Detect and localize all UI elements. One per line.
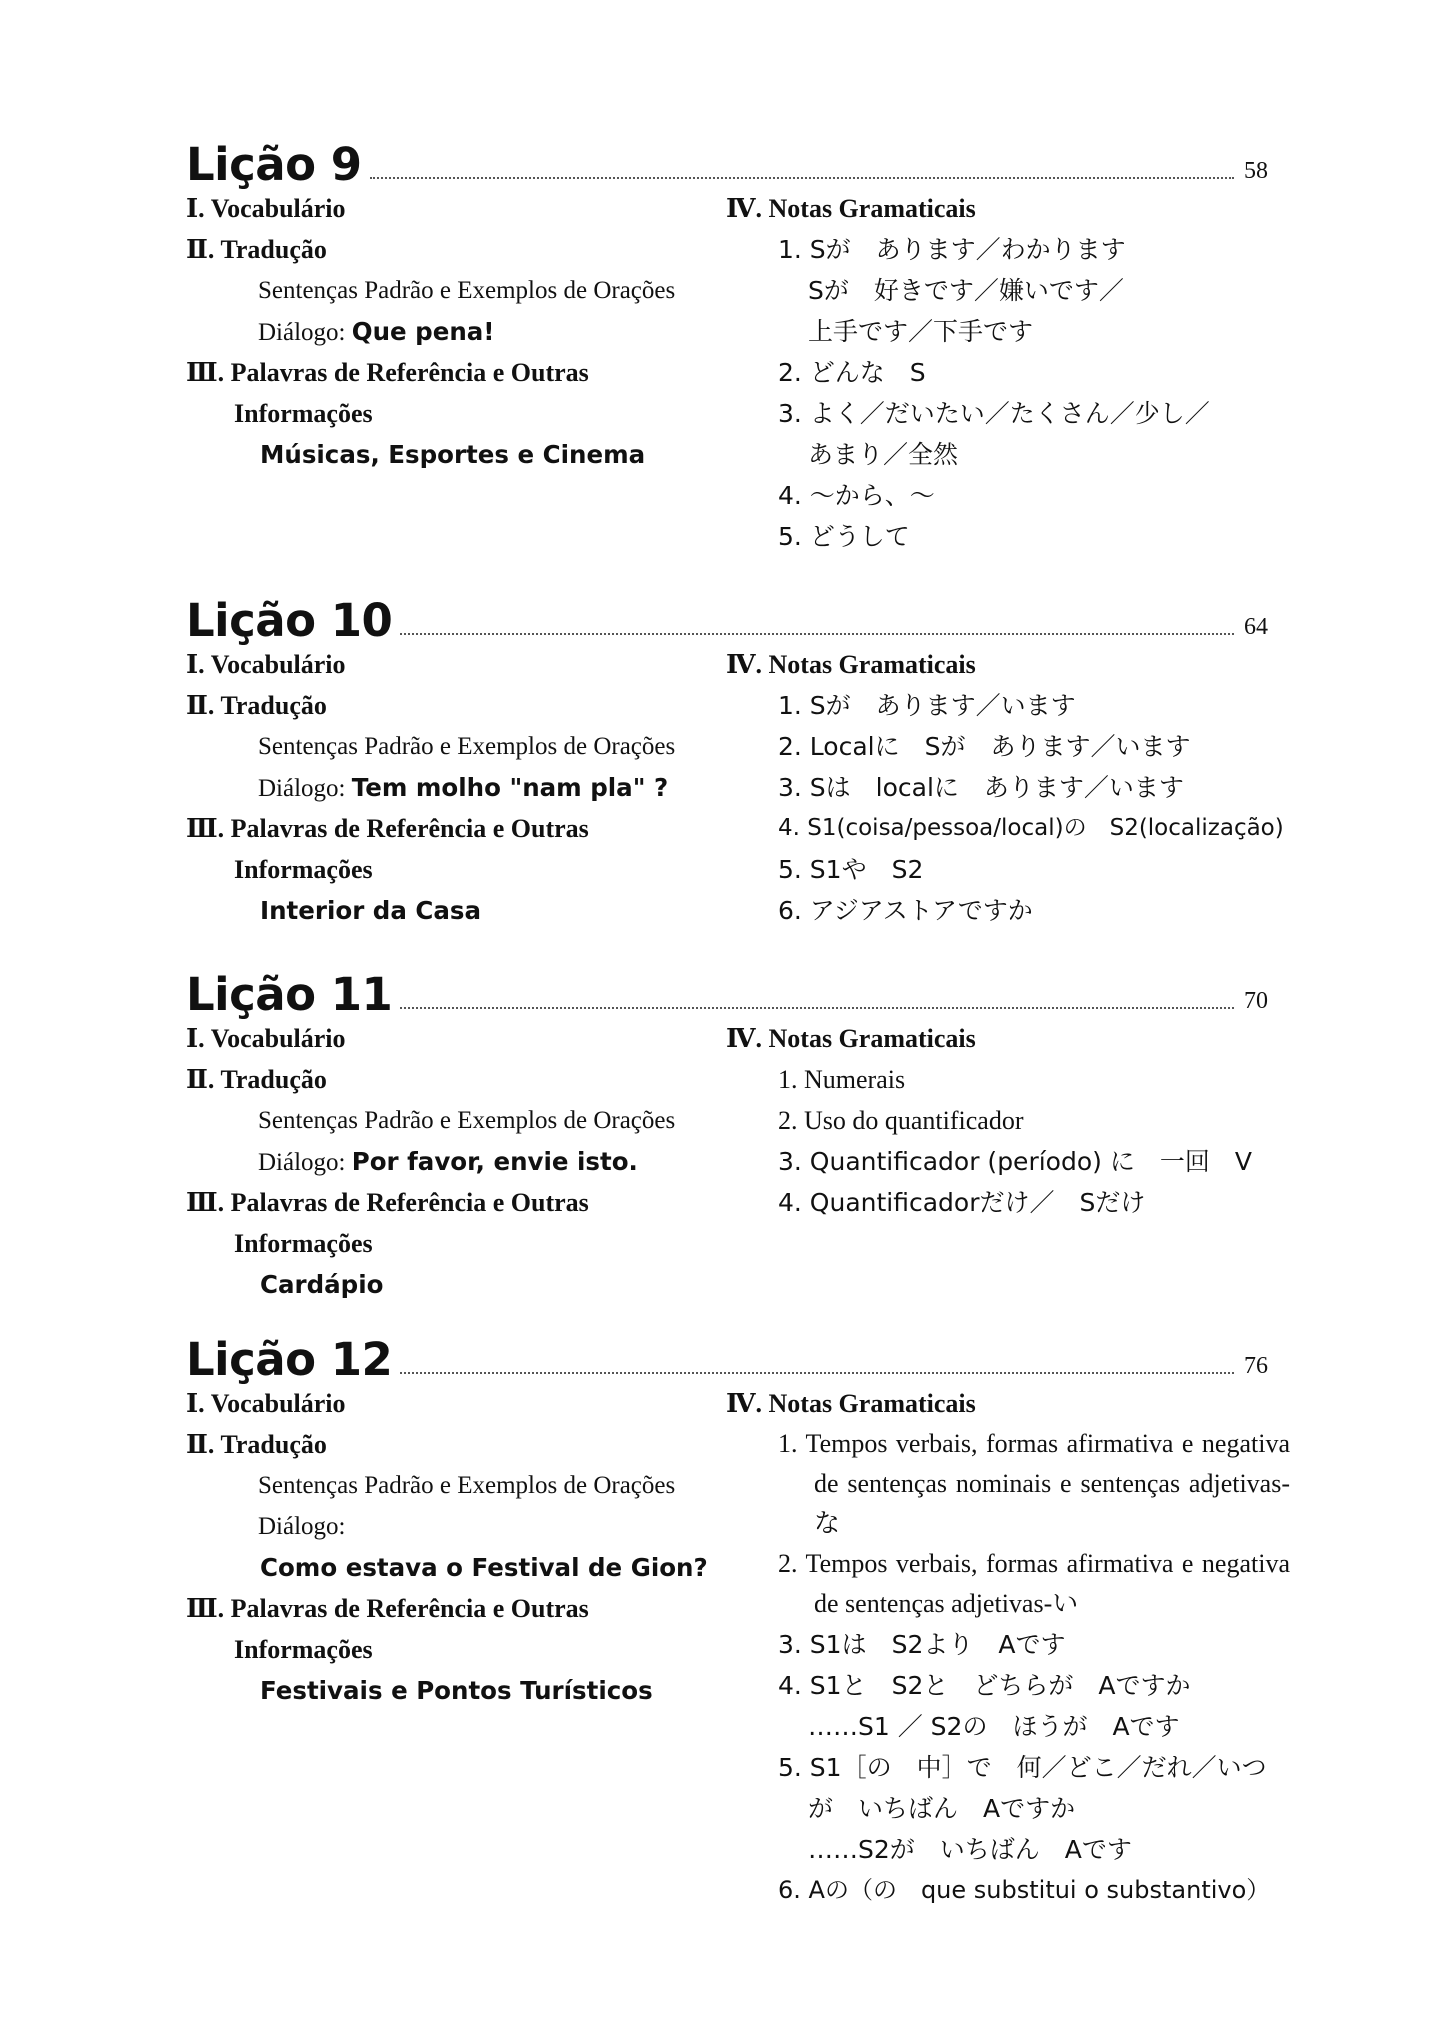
page-number: 76 (1244, 1353, 1268, 1379)
grammar-note: 1. Numerais (778, 1065, 906, 1094)
section-notas-gramaticais: Ⅳ. Notas Gramaticais (726, 194, 976, 223)
grammar-note: Sが 好きです／嫌いです／ (808, 276, 1124, 305)
grammar-note: が いちばん Aですか (808, 1794, 1076, 1823)
section-traducao: Ⅱ. Tradução (186, 1065, 327, 1094)
grammar-note: 4. S1(coisa/pessoa/local)の S2(localização) (778, 815, 1284, 841)
grammar-note: 1. Tempos verbais, formas afirmativa e negativa de sentenças nominais e sentenças adjetivas-な (778, 1429, 1290, 1538)
lesson-12 (186, 1327, 1290, 1904)
lesson-title: Lição 9 (186, 138, 362, 191)
grammar-note: ……S2が いちばん Aです (808, 1835, 1132, 1864)
grammar-note: 1. Sが あります／います (778, 691, 1076, 720)
lesson-title: Lição 12 (186, 1333, 393, 1386)
sentencas-padrao: Sentenças Padrão e Exemplos de Orações (258, 1107, 676, 1134)
lesson-title: Lição 10 (186, 594, 393, 647)
section-notas-gramaticais: Ⅳ. Notas Gramaticais (726, 1389, 976, 1418)
dialogo-label: Diálogo: (258, 1513, 346, 1540)
section-notas-gramaticais: Ⅳ. Notas Gramaticais (726, 650, 976, 679)
dot-leader (400, 633, 1234, 635)
dialogo-title: Que pena! (351, 317, 495, 346)
sentencas-padrao: Sentenças Padrão e Exemplos de Orações (258, 733, 676, 760)
dot-leader (400, 1372, 1234, 1374)
grammar-note: 2. Uso do quantificador (778, 1106, 1024, 1135)
info-title: Cardápio (260, 1270, 384, 1299)
sentencas-padrao: Sentenças Padrão e Exemplos de Orações (258, 277, 676, 304)
informacoes-label: Informações (234, 1635, 373, 1664)
grammar-note: 2. Tempos verbais, formas afirmativa e negativa de sentenças adjetivas-い (778, 1549, 1290, 1618)
grammar-note: 1. Sが あります／わかります (778, 235, 1126, 264)
dialogo-label: Diálogo: (258, 319, 346, 346)
section-palavras-referencia: Ⅲ. Palavras de Referência e Outras (186, 358, 589, 387)
lesson-header (186, 962, 1268, 1021)
grammar-note: 2. どんな S (778, 358, 926, 387)
grammar-note: あまり／全然 (808, 440, 959, 469)
section-palavras-referencia: Ⅲ. Palavras de Referência e Outras (186, 1188, 589, 1217)
grammar-note: 5. S1［の 中］で 何／どこ／だれ／いつ (778, 1753, 1267, 1782)
informacoes-label: Informações (234, 399, 373, 428)
dialogo-line (186, 311, 746, 352)
grammar-note: 3. Quantificador (período) に 一回 V (778, 1147, 1252, 1176)
section-traducao: Ⅱ. Tradução (186, 235, 327, 264)
lesson-header (186, 588, 1268, 647)
left-column (186, 644, 746, 931)
left-column (186, 1018, 746, 1305)
page-number: 70 (1244, 988, 1268, 1014)
right-column (726, 188, 1271, 557)
grammar-note: 4. S1と S2と どちらが Aですか (778, 1671, 1191, 1700)
section-vocabulario: Ⅰ. Vocabulário (186, 1389, 346, 1418)
grammar-note: 5. S1や S2 (778, 855, 924, 884)
info-title: Festivais e Pontos Turísticos (260, 1676, 653, 1705)
dialogo-label: Diálogo: (258, 1149, 346, 1176)
right-column (726, 644, 1284, 931)
sentencas-padrao: Sentenças Padrão e Exemplos de Orações (258, 1472, 676, 1499)
left-column (186, 188, 746, 475)
grammar-note: 2. Localに Sが あります／います (778, 732, 1191, 761)
grammar-note: 6. アジアストアですか (778, 896, 1033, 925)
lesson-header (186, 132, 1268, 191)
section-traducao: Ⅱ. Tradução (186, 691, 327, 720)
section-palavras-referencia: Ⅲ. Palavras de Referência e Outras (186, 814, 589, 843)
lesson-9 (186, 132, 1268, 551)
grammar-note: ……S1 ／ S2の ほうが Aです (808, 1712, 1180, 1741)
dialogo-line (186, 1141, 746, 1182)
left-column (186, 1383, 746, 1711)
page-number: 64 (1244, 614, 1268, 640)
lesson-header (186, 1327, 1268, 1386)
lesson-10 (186, 588, 1284, 925)
right-column (726, 1383, 1290, 1911)
dialogo-title: Por favor, envie isto. (351, 1147, 638, 1176)
section-vocabulario: Ⅰ. Vocabulário (186, 194, 346, 223)
grammar-note: 6. Aの（の que substitui o substantivo） (778, 1876, 1271, 1904)
lesson-title: Lição 11 (186, 968, 393, 1021)
grammar-note: 3. よく／だいたい／たくさん／少し／ (778, 399, 1210, 428)
section-vocabulario: Ⅰ. Vocabulário (186, 650, 346, 679)
grammar-note: 3. Sは localに あります／います (778, 773, 1184, 802)
info-title: Interior da Casa (260, 896, 482, 925)
right-column (726, 1018, 1271, 1223)
dialogo-line (186, 767, 746, 808)
grammar-note: 3. S1は S2より Aです (778, 1630, 1066, 1659)
dialogo-title: Tem molho "nam pla" ? (351, 773, 669, 802)
dot-leader (370, 177, 1234, 179)
informacoes-label: Informações (234, 855, 373, 884)
info-title: Músicas, Esportes e Cinema (260, 440, 646, 469)
section-vocabulario: Ⅰ. Vocabulário (186, 1024, 346, 1053)
section-traducao: Ⅱ. Tradução (186, 1430, 327, 1459)
dialogo-title: Como estava o Festival de Gion? (260, 1553, 708, 1582)
page-number: 58 (1244, 158, 1268, 184)
grammar-note: 5. どうして (778, 522, 910, 551)
informacoes-label: Informações (234, 1229, 373, 1258)
lesson-11 (186, 962, 1268, 1299)
grammar-note: 上手です／下手です (808, 317, 1034, 346)
section-palavras-referencia: Ⅲ. Palavras de Referência e Outras (186, 1594, 589, 1623)
grammar-note: 4. Quantificadorだけ／ Sだけ (778, 1188, 1146, 1217)
dot-leader (400, 1007, 1234, 1009)
grammar-note: 4. ～から、～ (778, 481, 935, 510)
section-notas-gramaticais: Ⅳ. Notas Gramaticais (726, 1024, 976, 1053)
dialogo-label: Diálogo: (258, 775, 346, 802)
